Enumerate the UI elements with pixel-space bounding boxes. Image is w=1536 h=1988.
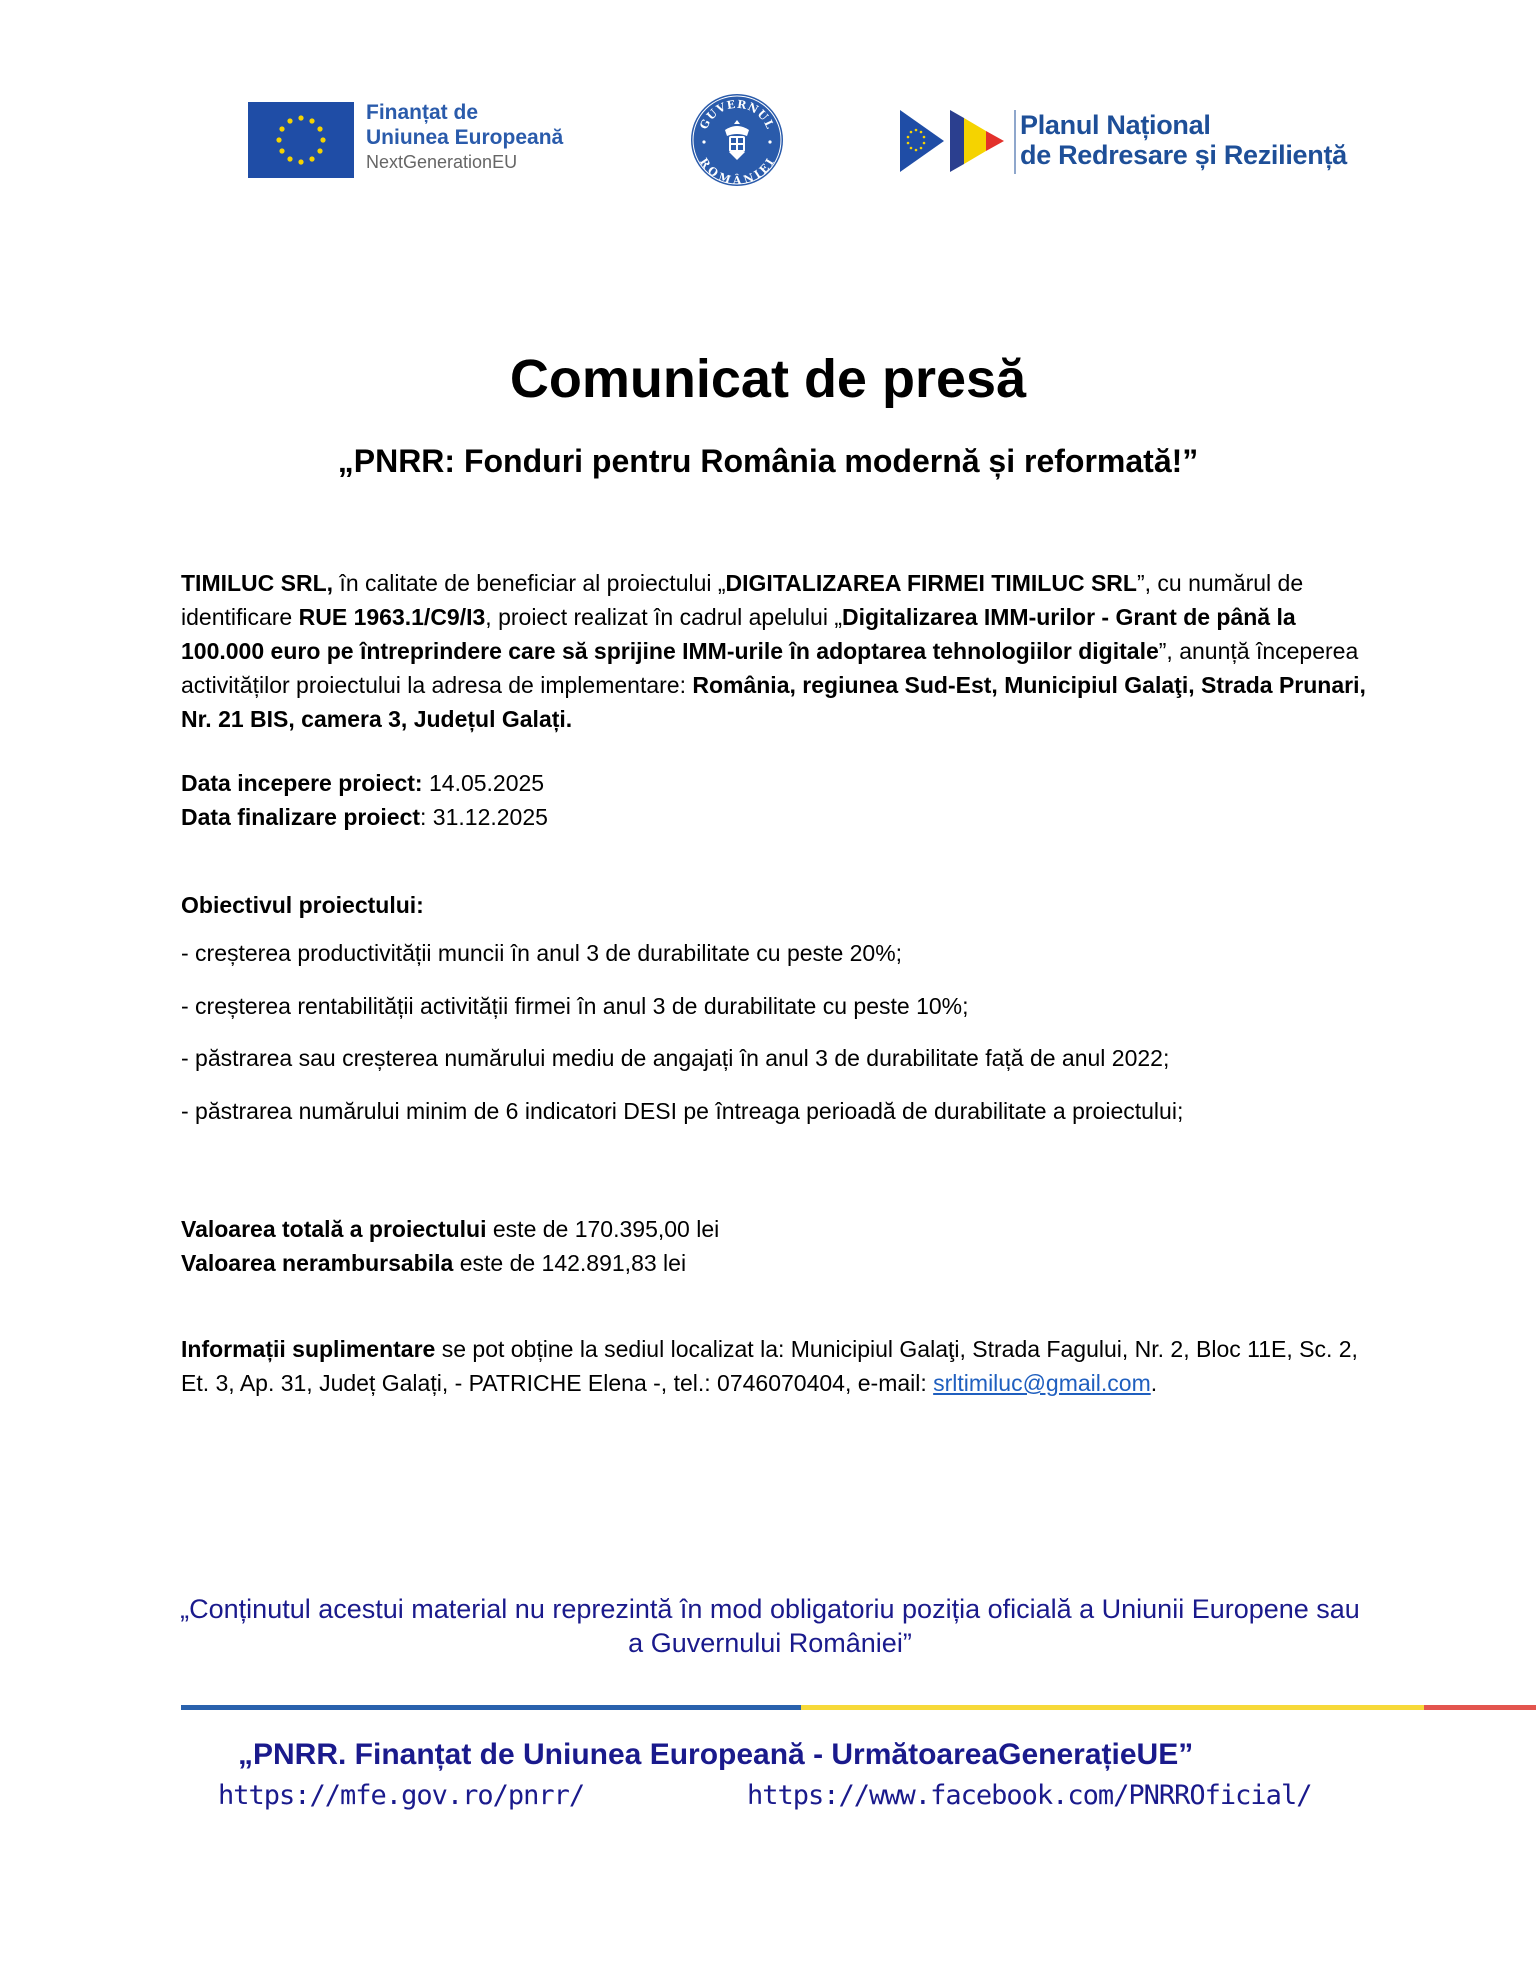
footer-stripe-yellow [801, 1705, 1424, 1710]
end-date-value: : 31.12.2025 [420, 804, 548, 830]
pnrr-logo-text [1020, 110, 1347, 170]
email-link[interactable]: srltimiluc@gmail.com [933, 1370, 1151, 1396]
eu-line-2: Uniunea Europeană [366, 126, 564, 149]
implementation-address: România, regiunea Sud-Est, Municipiul Galaţi, Strada Prunari, Nr. 21 BIS, camera 3, Județul Galați. [181, 672, 1366, 732]
project-dates [181, 766, 1381, 834]
grant-value-text: este de 142.891,83 lei [453, 1250, 687, 1276]
objective-item: - creșterea rentabilității activității firmei în anul 3 de durabilitate cu peste 10%; [181, 993, 969, 1019]
objectives-heading-text: Obiectivul proiectului: [181, 892, 424, 918]
end-date-row [181, 800, 1381, 834]
eu-funding-text [366, 100, 563, 175]
footer-motto: „PNRR. Finanțat de Uniunea Europeană - UrmătoareaGenerațieUE” [238, 1738, 1194, 1771]
disclaimer-text: „Conținutul acestui material nu reprezintă în mod obligatoriu poziția oficială a Uniunii Europene sau a Guvernului României” [180, 1594, 1360, 1658]
intro-text-1: în calitate de beneficiar al proiectului „ [333, 570, 726, 596]
total-value-label: Valoarea totală a proiectului [181, 1216, 487, 1242]
call-name: Digitalizarea IMM-urilor - Grant de până la 100.000 euro pe întreprindere care să sprijine IMM-urile în adoptarea tehnologiilor digitale [181, 604, 1296, 664]
intro-text-3: , proiect realizat în cadrul apelului „ [485, 604, 842, 630]
svg-text:GUVERNUL: GUVERNUL [697, 97, 777, 132]
intro-text-4: ”, anunță începerea activităților proiectului la adresa de implementare: [181, 638, 1359, 698]
contact-info-label: Informații suplimentare [181, 1336, 436, 1362]
contact-info [181, 1332, 1381, 1400]
facebook-pnrr-link[interactable]: https://www.facebook.com/PNRROficial/ [747, 1780, 1312, 1811]
start-date-row [181, 766, 1381, 800]
project-name: DIGITALIZAREA FIRMEI TIMILUC SRL [725, 570, 1137, 596]
start-date-value: 14.05.2025 [422, 770, 545, 796]
objective-item: - creșterea productivității muncii în anul 3 de durabilitate cu peste 20%; [181, 940, 903, 966]
total-value-row [181, 1212, 1381, 1246]
pnrr-logo-divider [1014, 110, 1016, 174]
end-date-label: Data finalizare proiect [181, 804, 421, 830]
footer-stripe-blue [181, 1705, 801, 1710]
intro-text-2: ”, cu numărul de identificare [181, 570, 1304, 630]
start-date-label: Data incepere proiect: [181, 770, 423, 796]
mfe-pnrr-link[interactable]: https://mfe.gov.ro/pnrr/ [218, 1780, 585, 1811]
pnrr-line-2: de Redresare și Reziliență [1020, 140, 1347, 170]
intro-paragraph [181, 566, 1381, 736]
contact-info-text: se pot obține la sediul localizat la: Municipiul Galaţi, Strada Fagului, Nr. 2, Bloc 11E, Sc. 2, Et. 3, Ap. 31, Județ Galați, - PATRICHE Elena -, tel.: 0746070404, e-mail: [181, 1336, 1358, 1396]
pnrr-line-1: Planul Național [1020, 110, 1211, 140]
eu-line-3: NextGenerationEU [366, 152, 518, 172]
eu-line-1: Finanțat de [366, 101, 479, 124]
pnrr-logo-mark [900, 106, 1018, 176]
project-values [181, 1212, 1381, 1280]
footer-stripe-red [1424, 1705, 1536, 1710]
objective-item: - păstrarea sau creșterea numărului mediu de angajați în anul 3 de durabilitate față de anul 2022; [181, 1045, 1170, 1071]
pnrr-flag-arrows-icon [900, 106, 1018, 176]
beneficiary-name: TIMILUC SRL, [181, 570, 334, 596]
svg-text:ROMÂNIEI: ROMÂNIEI [696, 155, 778, 188]
romanian-coat-of-arms-icon [689, 92, 785, 188]
government-seal-logo [689, 92, 785, 188]
page-subtitle: „PNRR: Fonduri pentru România modernă și reformată!” [337, 443, 1199, 479]
eu-stars-icon [248, 102, 354, 178]
contact-info-end: . [1150, 1370, 1158, 1396]
objective-item: - păstrarea numărului minim de 6 indicatori DESI pe întreaga perioadă de durabilitate a proiectului; [181, 1098, 1184, 1124]
rue-code: RUE 1963.1/C9/I3 [298, 604, 486, 630]
objectives-heading [181, 888, 1381, 922]
grant-value-label: Valoarea nerambursabila [181, 1250, 454, 1276]
grant-value-row [181, 1246, 1381, 1280]
total-value-text: este de 170.395,00 lei [486, 1216, 720, 1242]
eu-flag-logo [248, 102, 354, 178]
page-title: Comunicat de presă [509, 349, 1027, 409]
